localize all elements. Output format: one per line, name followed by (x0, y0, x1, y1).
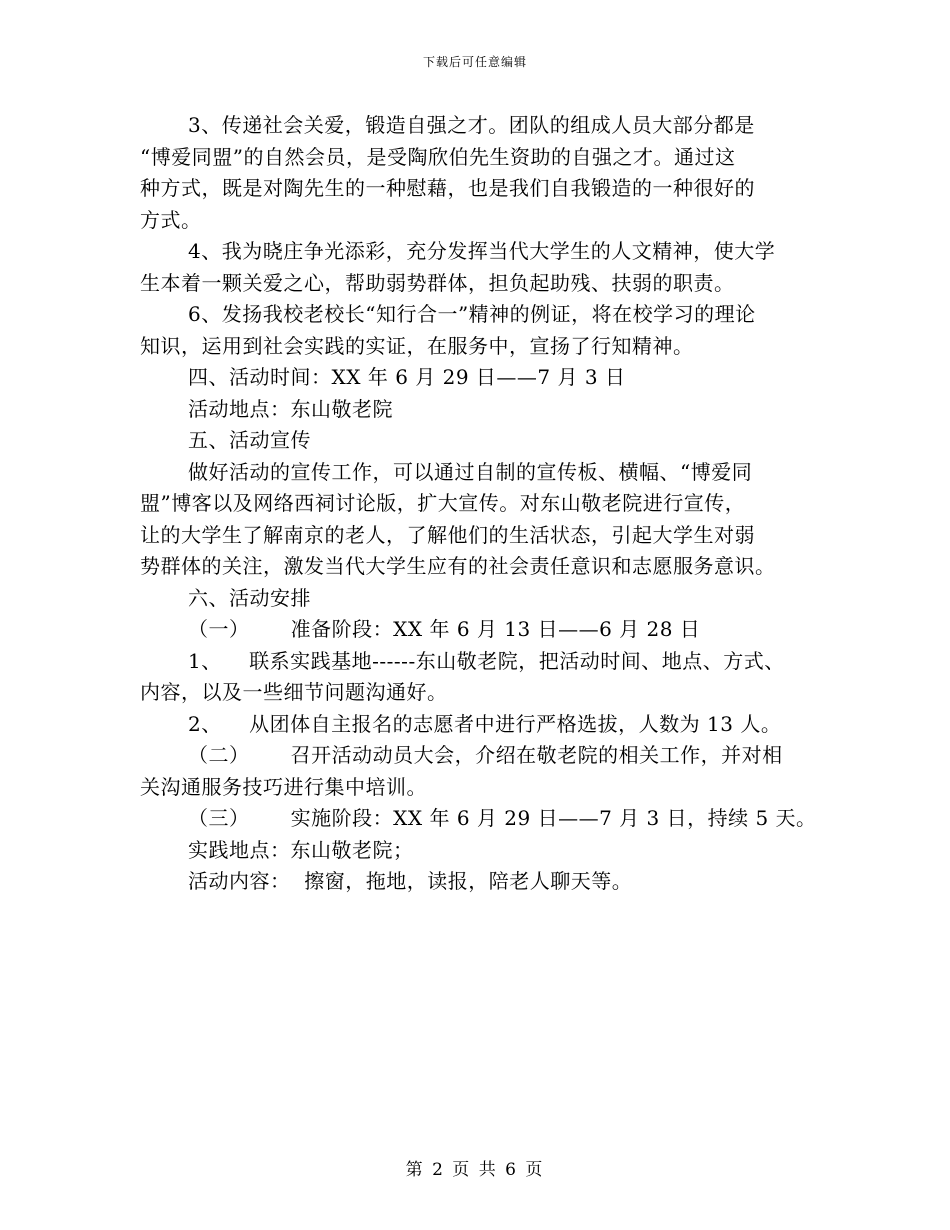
text-line: 6、发扬我校老校长“知行合一”精神的例证，将在校学习的理论 (188, 302, 756, 326)
text-line: （一） 准备阶段：XX 年 6 月 13 日——6 月 28 日 (188, 617, 701, 641)
text-line: 盟”博客以及网络西祠讨论版，扩大宣传。对东山敬老院进行宣传， (140, 491, 746, 515)
text-line: 五、活动宣传 (188, 428, 311, 452)
text-line: 六、活动安排 (188, 585, 311, 610)
text-line: 实践地点：东山敬老院； (188, 837, 414, 862)
text-line: 4、我为晓庄争光添彩，充分发挥当代大学生的人文精神，使大学 (188, 239, 776, 263)
text-line: 势群体的关注，激发当代大学生应有的社会责任意识和志愿服务意识。 (140, 554, 776, 578)
text-line: 四、活动时间：XX 年 6 月 29 日——7 月 3 日 (188, 365, 626, 389)
page-footer: 第 2 页 共 6 页 (405, 1160, 545, 1180)
text-line: 做好活动的宣传工作，可以通过自制的宣传板、横幅、“博爱同 (188, 459, 753, 484)
text-line: 关沟通服务技巧进行集中培训。 (140, 774, 427, 799)
text-line: （二） 召开活动动员大会，介绍在敬老院的相关工作，并对相 (188, 743, 783, 767)
text-line: 3、传递社会关爱，锻造自强之才。团队的组成人员大部分都是 (188, 113, 755, 137)
text-line: 1、 联系实践基地------东山敬老院，把活动时间、地点、方式、 (188, 648, 785, 673)
text-line: 2、 从团体自主报名的志愿者中进行严格选拔，人数为 13 人。 (188, 711, 782, 736)
text-line: 让的大学生了解南京的老人，了解他们的生活状态，引起大学生对弱 (140, 522, 755, 547)
text-line: 活动地点：东山敬老院 (188, 396, 393, 421)
text-line: 生本着一颗关爱之心，帮助弱势群体，担负起助残、扶弱的职责。 (140, 270, 735, 295)
text-line: “博爱同盟”的自然会员，是受陶欣伯先生资助的自强之才。通过这 (140, 144, 736, 169)
page-header: 下载后可任意编辑 (422, 55, 527, 69)
text-line: 知识，运用到社会实践的实证，在服务中，宣扬了行知精神。 (140, 333, 694, 358)
text-line: 内容，以及一些细节问题沟通好。 (140, 680, 448, 704)
text-line: 种方式，既是对陶先生的一种慰藉，也是我们自我锻造的一种很好的 (140, 176, 755, 200)
text-line: （三） 实施阶段：XX 年 6 月 29 日——7 月 3 日，持续 5 天。 (188, 806, 817, 830)
text-line: 方式。 (140, 207, 202, 232)
text-line: 活动内容： 擦窗，拖地，读报，陪老人聊天等。 (188, 869, 633, 893)
document-body (140, 110, 830, 898)
